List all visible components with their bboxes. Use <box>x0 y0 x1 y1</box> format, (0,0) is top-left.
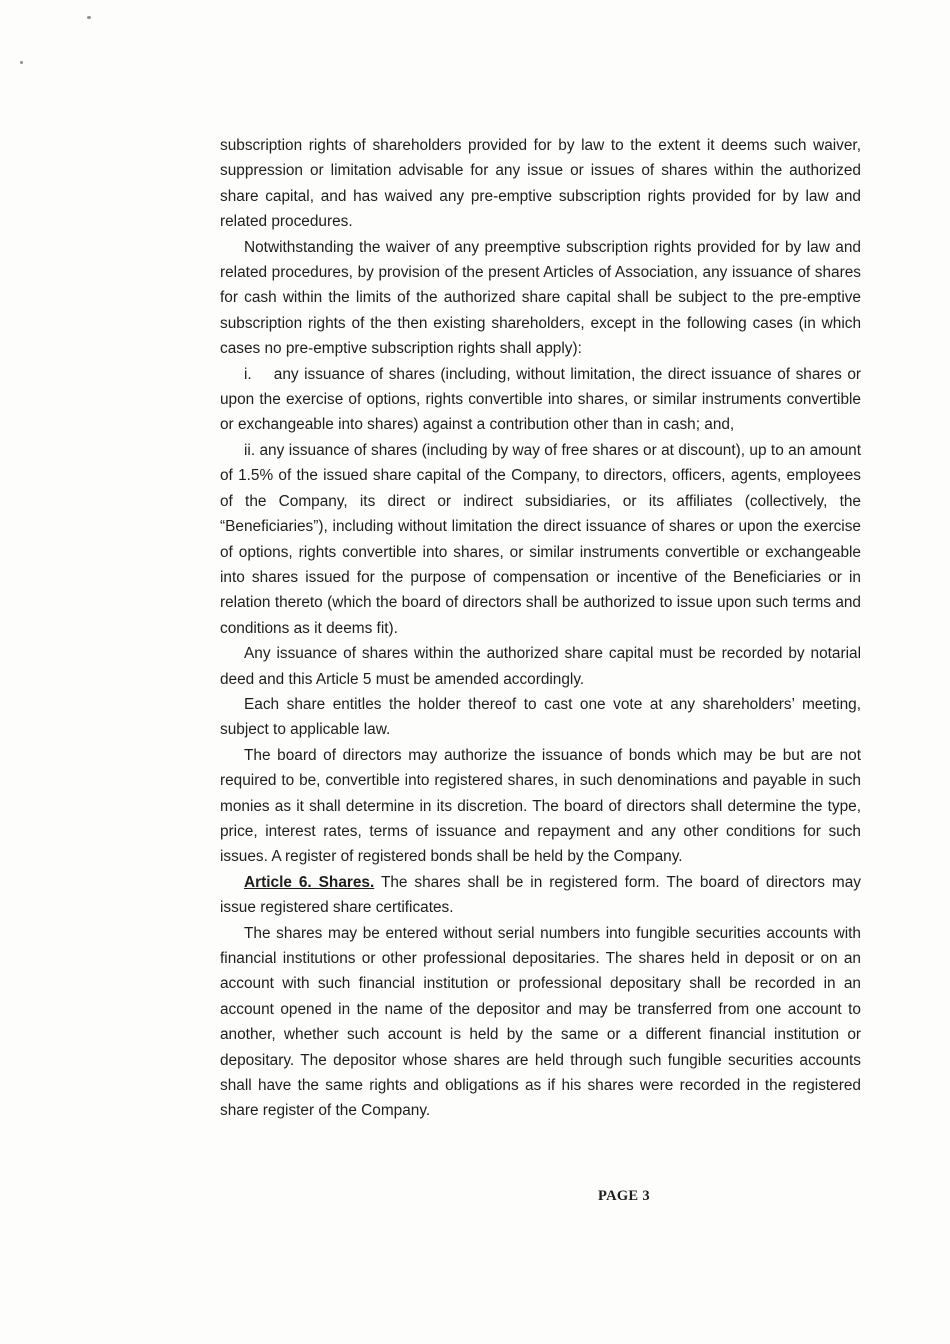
scan-artifact <box>87 16 91 19</box>
document-body <box>220 133 861 1124</box>
paragraph: i. any issuance of shares (including, without limitation, the direct issuance of shares or upon the exercise of options, rights convertible into shares, or similar instruments convertible or exchangeable into shares) against a contribution other than in cash; and, <box>220 365 861 434</box>
paragraph: Each share entitles the holder thereof to cast one vote at any shareholders’ meeting, subject to applicable law. <box>220 695 861 739</box>
paragraph: subscription rights of shareholders provided for by law to the extent it deems such waiver, suppression or limitation advisable for any issue or issues of shares within the authorized share capital, and has waived any pre-emptive subscription rights provided for by law and related procedures. <box>220 137 861 231</box>
page-number: PAGE 3 <box>598 1188 650 1204</box>
paragraph: Any issuance of shares within the authorized share capital must be recorded by notarial deed and this Article 5 must be amended accordingly. <box>220 645 861 688</box>
paragraph: The board of directors may authorize the issuance of bonds which may be but are not required to be, convertible into registered shares, in such denominations and payable in such monies as it shall determine in its discretion. The board of directors shall determine the type, price, interest rates, terms of issuance and repayment and any other conditions for such issues. A register of registered bonds shall be held by the Company. <box>220 746 861 866</box>
article-heading: Article 6. Shares. <box>244 873 375 891</box>
article-paragraph: Article 6. Shares. The shares shall be in registered form. The board of directors may issue registered share certificates. <box>220 873 861 917</box>
paragraph: ii. any issuance of shares (including by way of free shares or at discount), up to an amount of 1.5% of the issued share capital of the Company, to directors, officers, agents, employees of the Company, its direct or indirect subsidiaries, or its affiliates (collectively, the “Beneficiaries”), including without limitation the direct issuance of shares or upon the exercise of options, rights convertible into shares, or similar instruments convertible or exchangeable into shares issued for the purpose of compensation or incentive of the Beneficiaries or in relation thereto (which the board of directors shall be authorized to issue upon such terms and conditions as it deems fit). <box>220 441 861 637</box>
scan-artifact <box>20 61 23 64</box>
paragraph: The shares may be entered without serial numbers into fungible securities accounts with financial institutions or other professional depositaries. The shares held in deposit or on an account with such financial institution or professional depositary shall be recorded in an account opened in the name of the depositor and may be transferred from one account to another, whether such account is held by the same or a different financial institution or depositary. The depositor whose shares are held through such fungible securities accounts shall have the same rights and obligations as if his shares were recorded in the registered share register of the Company. <box>220 924 861 1120</box>
paragraph: Notwithstanding the waiver of any preemptive subscription rights provided for by law and related procedures, by provision of the present Articles of Association, any issuance of shares for cash within the limits of the authorized share capital shall be subject to the pre-emptive subscription rights of the then existing shareholders, except in the following cases (in which cases no pre-emptive subscription rights shall apply): <box>220 238 861 358</box>
